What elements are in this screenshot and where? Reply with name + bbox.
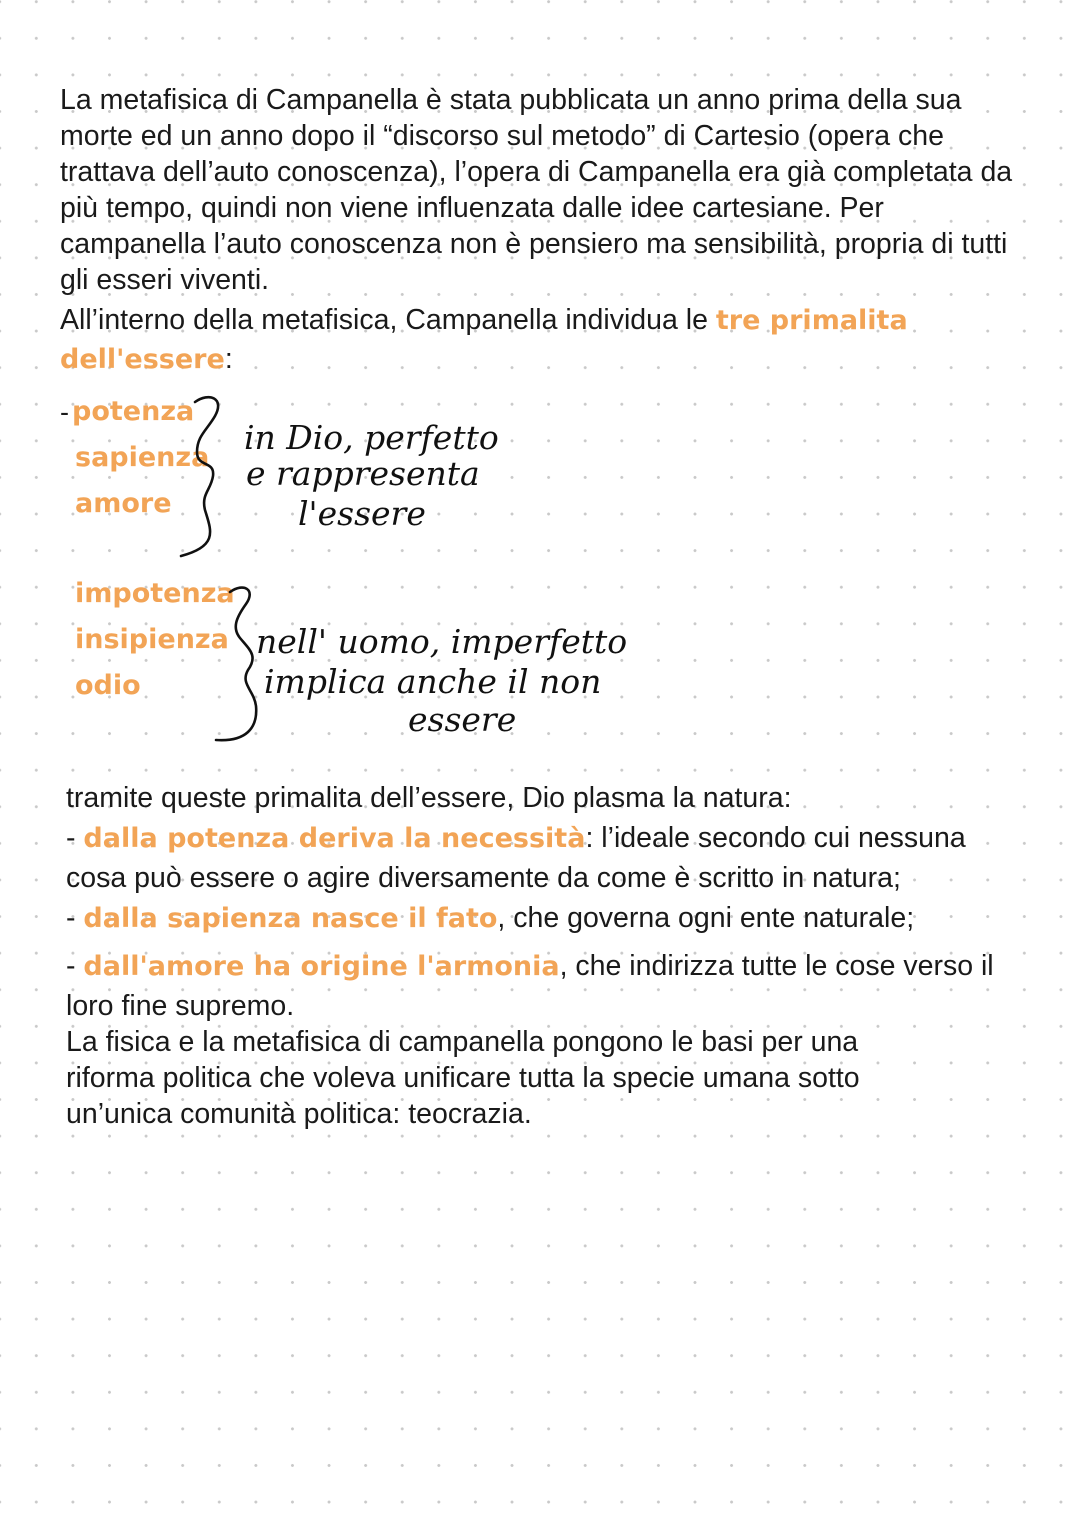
list-dash: - <box>66 950 84 982</box>
item-rest: , che indirizza tutte le cose verso il <box>559 950 994 982</box>
intro-paragraph: La metafisica di Campanella è stata pubblicata un anno prima della sua morte ed un anno dopo il “discorso sul metodo” di Cartesio (opera che trattava dell’auto conoscenza), l’opera di Campanella era già completata da più tempo, quindi non viene influenzata dalle idee cartesiane. Per campanella l’auto conoscenza non è pensiero ma sensibilità, propria di tutti gli esseri viventi. <box>60 84 1013 296</box>
item-rest: , che governa ogni ente naturale; <box>497 902 915 934</box>
primalita-sentence <box>60 302 1030 339</box>
term-potenza: potenza <box>72 396 195 427</box>
term-odio: odio <box>75 670 141 701</box>
list-dash: - <box>66 902 84 934</box>
term-sapienza: sapienza <box>75 442 210 473</box>
primalita-highlight: tre primalita <box>715 305 908 336</box>
highlight-fato: dalla sapienza nasce il fato <box>83 903 498 934</box>
highlight-armonia: dall'amore ha origine l'armonia <box>83 951 560 982</box>
list-dash: - <box>66 822 84 854</box>
nature-item-armonia <box>66 950 1026 983</box>
brace-icon <box>175 390 235 560</box>
nature-intro: tramite queste primalita dell’essere, Dio plasma la natura: <box>66 782 792 814</box>
primalita-prefix: All’interno della metafisica, Campanella individua le <box>60 304 716 336</box>
term-insipienza: insipienza <box>75 624 229 655</box>
highlight-necessita: dalla potenza deriva la necessità <box>83 823 586 854</box>
note-god-line-1: in Dio, perfetto <box>244 418 499 457</box>
note-god-line-2: e rappresenta <box>246 454 480 493</box>
closing-line-2: riforma politica che voleva unificare tutta la specie umana sotto <box>66 1062 860 1094</box>
note-man-line-1: nell' uomo, imperfetto <box>256 622 628 661</box>
note-man-line-3: essere <box>408 700 517 739</box>
primalita-highlight-2: dell'essere <box>60 344 225 375</box>
nature-item-armonia-cont: loro fine supremo. <box>66 990 295 1022</box>
nature-item-necessita-cont: cosa può essere o agire diversamente da come è scritto in natura; <box>66 862 901 894</box>
term-impotenza: impotenza <box>75 578 235 609</box>
item-rest: : l’ideale secondo cui nessuna <box>585 822 966 854</box>
note-god-line-3: l'essere <box>298 494 426 533</box>
nature-item-fato <box>66 902 1026 935</box>
group-god-dash: - <box>60 397 69 427</box>
note-man-line-2: implica anche il non <box>264 662 602 701</box>
closing-line-3: un’unica comunità politica: teocrazia. <box>66 1098 532 1130</box>
closing-line-1: La fisica e la metafisica di campanella pongono le basi per una <box>66 1026 859 1058</box>
term-amore: amore <box>75 488 172 519</box>
primalita-colon: : <box>224 343 233 375</box>
primalita-sentence-cont <box>60 343 233 376</box>
nature-item-necessita <box>66 822 1026 855</box>
